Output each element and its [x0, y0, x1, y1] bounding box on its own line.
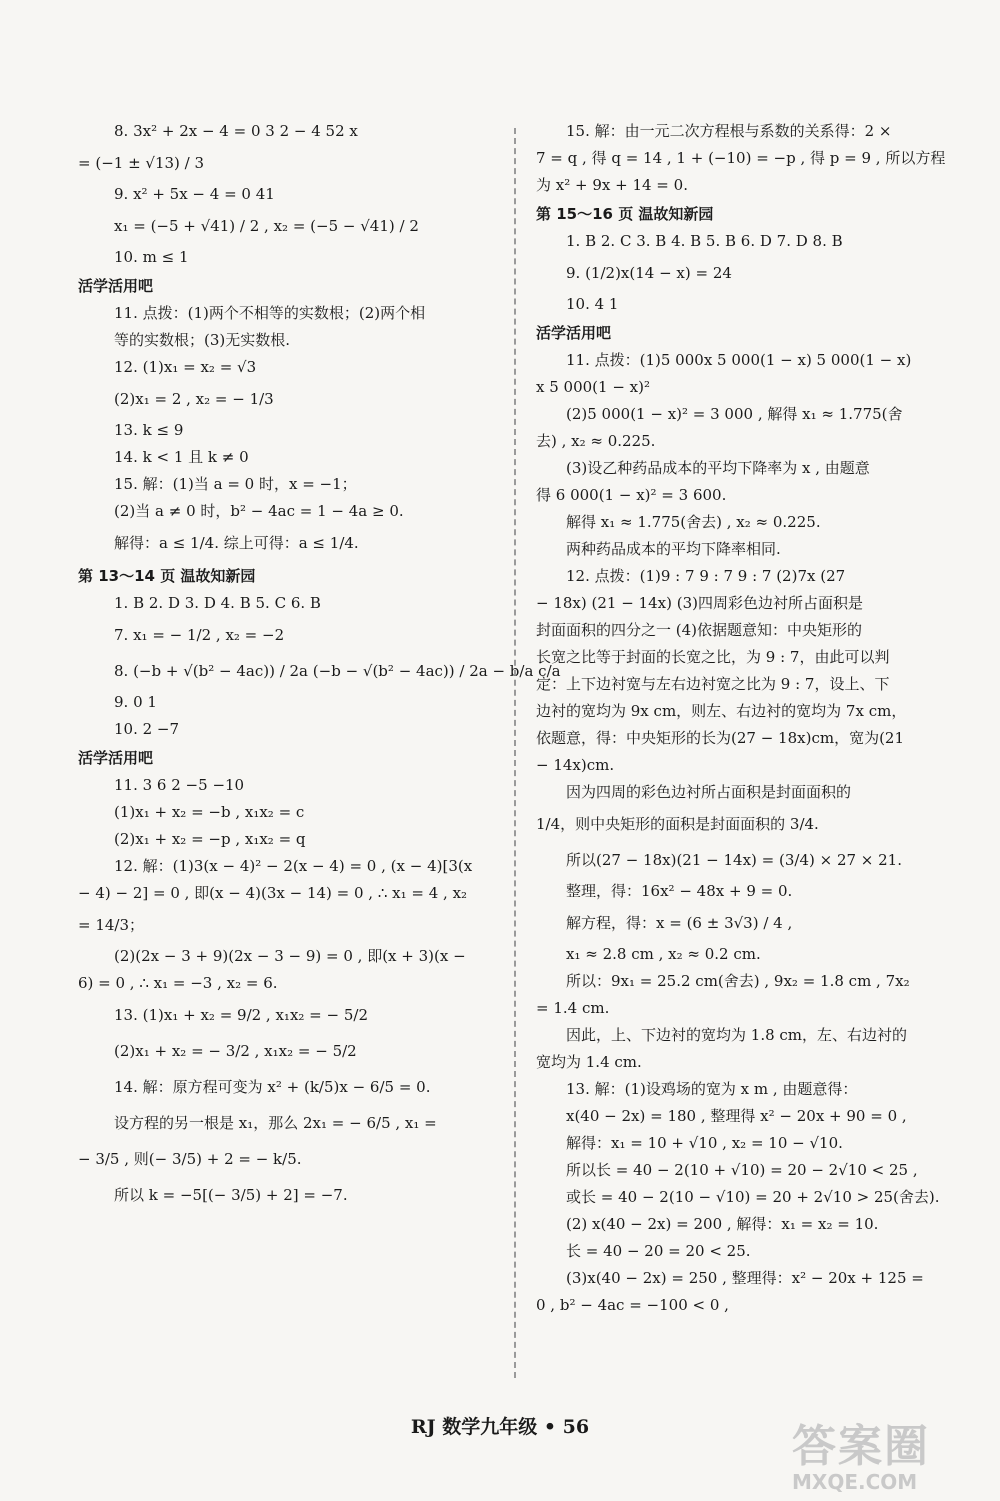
answer-line: = 1.4 cm. [536, 999, 610, 1017]
page-footer: RJ 数学九年级 • 56 [410, 1416, 590, 1438]
answer-line: 为 x² + 9x + 14 = 0. [536, 176, 688, 194]
answer-line: = 14/3； [78, 916, 145, 934]
right-column [536, 118, 952, 1319]
answer-line: 14. k < 1 且 k ≠ 0 [114, 448, 249, 466]
answer-line: (3)x(40 − 2x) = 250 , 整理得：x² − 20x + 125 = [566, 1269, 924, 1287]
answer-line: 13. 解：(1)设鸡场的宽为 x m , 由题意得： [566, 1080, 858, 1098]
column-divider [514, 128, 516, 1378]
answer-line: 7 = q , 得 q = 14 , 1 + (−10) = −p , 得 p = 9 , 所以方程 [536, 149, 946, 167]
answer-line: 长宽之比等于封面的长宽之比，为 9 : 7，由此可以判 [536, 648, 890, 666]
answer-line: 解得：a ≤ 1/4. 综上可得：a ≤ 1/4. [114, 534, 359, 552]
answer-line: 边衬的宽均为 9x cm，则左、右边衬的宽均为 7x cm， [536, 702, 907, 720]
answer-line: (2)5 000(1 − x)² = 3 000 , 解得 x₁ ≈ 1.775(舍 [566, 405, 903, 423]
answer-line: 定：上下边衬宽与左右边衬宽之比为 9 : 7，设上、下 [536, 675, 890, 693]
answer-line: = (−1 ± √13) / 3 [78, 154, 205, 172]
answer-line: 封面面积的四分之一 (4)依据题意知：中央矩形的 [536, 621, 863, 639]
answer-line: (2)x₁ + x₂ = − 3/2 , x₁x₂ = − 5/2 [114, 1042, 357, 1060]
answer-line: − 14x)cm. [536, 756, 615, 774]
answer-line: 9. (1/2)x(14 − x) = 24 [566, 264, 732, 282]
answer-line: 10. 4 1 [566, 295, 619, 313]
answer-line: 9. 0 1 [114, 693, 157, 711]
answer-line: 11. 点拨：(1)两个不相等的实数根；(2)两个相 [114, 304, 426, 322]
answer-line: 整理，得：16x² − 48x + 9 = 0. [566, 882, 793, 900]
answer-line: 解方程，得：x = (6 ± 3√3) / 4 , [566, 914, 793, 932]
answer-line: 10. 2 −7 [114, 720, 180, 738]
answer-line: 去) , x₂ ≈ 0.225. [536, 432, 656, 450]
section-heading: 活学活用吧 [536, 324, 612, 342]
answer-line: (2)x₁ = 2 , x₂ = − 1/3 [114, 390, 274, 408]
answer-line: 11. 点拨：(1)5 000x 5 000(1 − x) 5 000(1 − x) [566, 351, 912, 369]
answer-line: − 3/5 , 则(− 3/5) + 2 = − k/5. [78, 1150, 302, 1168]
answer-line: (2)(2x − 3 + 9)(2x − 3 − 9) = 0 , 即(x + 3)(x − [114, 947, 466, 965]
answer-line: (2)x₁ + x₂ = −p , x₁x₂ = q [114, 830, 306, 848]
watermark-url: MXQE.COM [792, 1470, 918, 1494]
answer-line: (2)当 a ≠ 0 时，b² − 4ac = 1 − 4a ≥ 0. [114, 502, 404, 520]
section-heading: 活学活用吧 [78, 749, 154, 767]
answer-line: 两种药品成本的平均下降率相同. [566, 540, 781, 558]
answer-line: 所以(27 − 18x)(21 − 14x) = (3/4) × 27 × 21. [566, 851, 902, 869]
answer-line: 0 , b² − 4ac = −100 < 0 , [536, 1296, 729, 1314]
watermark-logo [792, 1410, 992, 1494]
answer-line: 1. B 2. D 3. D 4. B 5. C 6. B [114, 594, 321, 612]
answer-line: 或长 = 40 − 2(10 − √10) = 20 + 2√10 > 25(舍去). [566, 1188, 940, 1206]
answer-line: x 5 000(1 − x)² [536, 378, 650, 396]
answer-line: (3)设乙种药品成本的平均下降率为 x , 由题意 [566, 459, 870, 477]
answer-line: 依题意，得：中央矩形的长为(27 − 18x)cm，宽为(21 [536, 729, 905, 747]
answer-line: 因为四周的彩色边衬所占面积是封面面积的 [566, 783, 852, 801]
answer-line: (1)x₁ + x₂ = −b , x₁x₂ = c [114, 803, 305, 821]
left-column [78, 118, 561, 1213]
answer-line: 解得 x₁ ≈ 1.775(舍去) , x₂ ≈ 0.225. [566, 513, 821, 531]
answer-line: 12. (1)x₁ = x₂ = √3 [114, 358, 257, 376]
answer-line: 设方程的另一根是 x₁，那么 2x₁ = − 6/5 , x₁ = [114, 1114, 437, 1132]
answer-line: 1. B 2. C 3. B 4. B 5. B 6. D 7. D 8. B [566, 232, 843, 250]
answer-line: 宽均为 1.4 cm. [536, 1053, 642, 1071]
answer-line: 11. 3 6 2 −5 −10 [114, 776, 245, 794]
answer-line: − 18x) (21 − 14x) (3)四周彩色边衬所占面积是 [536, 594, 863, 612]
answer-line: 因此，上、下边衬的宽均为 1.8 cm，左、右边衬的 [566, 1026, 908, 1044]
answer-line: 14. 解：原方程可变为 x² + (k/5)x − 6/5 = 0. [114, 1078, 431, 1096]
answer-line: 6) = 0 , ∴ x₁ = −3 , x₂ = 6. [78, 974, 278, 992]
answer-line: 7. x₁ = − 1/2 , x₂ = −2 [114, 626, 285, 644]
answer-line: 15. 解：由一元二次方程根与系数的关系得：2 × [566, 122, 892, 140]
section-heading: 第 15～16 页 温故知新园 [536, 205, 714, 223]
answer-line: 12. 点拨：(1)9 : 7 9 : 7 9 : 7 (2)7x (27 [566, 567, 846, 585]
answer-line: 15. 解：(1)当 a = 0 时，x = −1； [114, 475, 357, 493]
answer-line: (2) x(40 − 2x) = 200 , 解得：x₁ = x₂ = 10. [566, 1215, 879, 1233]
answer-line: 所以：9x₁ = 25.2 cm(舍去) , 9x₂ = 1.8 cm , 7x₂ [566, 972, 910, 990]
answer-line: 1/4，则中央矩形的面积是封面面积的 3/4. [536, 815, 819, 833]
answer-line: 解得：x₁ = 10 + √10 , x₂ = 10 − √10. [566, 1134, 843, 1152]
answer-line: 所以 k = −5[(− 3/5) + 2] = −7. [114, 1186, 348, 1204]
answer-line: 所以长 = 40 − 2(10 + √10) = 20 − 2√10 < 25 , [566, 1161, 918, 1179]
answer-line: 得 6 000(1 − x)² = 3 600. [536, 486, 727, 504]
answer-line: x₁ = (−5 + √41) / 2 , x₂ = (−5 − √41) / 2 [114, 217, 419, 235]
answer-line: 9. x² + 5x − 4 = 0 41 [114, 185, 275, 203]
answer-line: 等的实数根；(3)无实数根. [114, 331, 291, 349]
answer-line: 10. m ≤ 1 [114, 248, 189, 266]
watermark-title: 答案圈 [792, 1421, 930, 1472]
answer-line: 12. 解：(1)3(x − 4)² − 2(x − 4) = 0 , (x − 4)[3(x [114, 857, 473, 875]
answer-line: 长 = 40 − 20 = 20 < 25. [566, 1242, 751, 1260]
section-heading: 活学活用吧 [78, 277, 154, 295]
answer-line: x₁ ≈ 2.8 cm , x₂ ≈ 0.2 cm. [566, 945, 761, 963]
answer-line: x(40 − 2x) = 180 , 整理得 x² − 20x + 90 = 0 , [566, 1107, 907, 1125]
answer-line: − 4) − 2] = 0 , 即(x − 4)(3x − 14) = 0 , ∴ x₁ = 4 , x₂ [78, 884, 468, 902]
answer-line: 8. (−b + √(b² − 4ac)) / 2a (−b − √(b² − 4ac)) / 2a − b/a c/a [114, 662, 561, 680]
answer-line: 8. 3x² + 2x − 4 = 0 3 2 − 4 52 x [114, 122, 358, 140]
answer-line: 13. k ≤ 9 [114, 421, 184, 439]
answer-line: 13. (1)x₁ + x₂ = 9/2 , x₁x₂ = − 5/2 [114, 1006, 368, 1024]
section-heading: 第 13～14 页 温故知新园 [78, 567, 256, 585]
